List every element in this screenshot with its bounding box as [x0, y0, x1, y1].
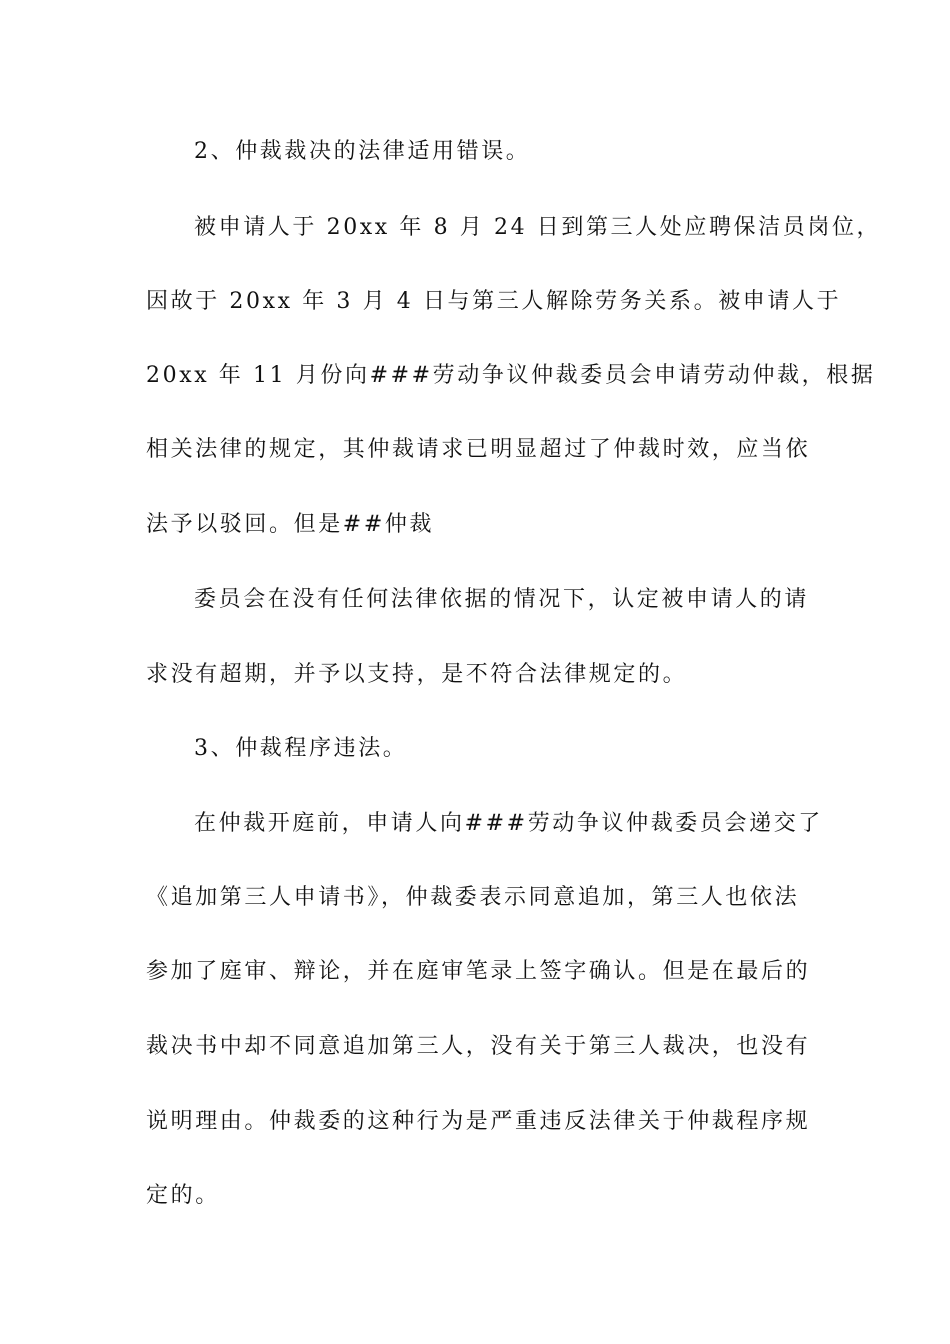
paragraph-line: 委员会在没有任何法律依据的情况下，认定被申请人的请 — [194, 587, 810, 612]
paragraph-line: 裁决书中却不同意追加第三人，没有关于第三人裁决，也没有 — [146, 1034, 811, 1059]
paragraph-line: 参加了庭审、辩论，并在庭审笔录上签字确认。但是在最后的 — [146, 959, 811, 984]
paragraph-line: 相关法律的规定，其仲裁请求已明显超过了仲裁时效，应当依 — [146, 437, 811, 462]
paragraph-line: 20xx 年 11 月份向###劳动争议仲裁委员会申请劳动仲裁，根据 — [146, 363, 876, 388]
paragraph-line: 《追加第三人申请书》，仲裁委表示同意追加，第三人也依法 — [146, 885, 800, 910]
paragraph-line: 在仲裁开庭前，申请人向###劳动争议仲裁委员会递交了 — [194, 811, 823, 836]
paragraph-line: 因故于 20xx 年 3 月 4 日与第三人解除劳务关系。被申请人于 — [146, 289, 842, 314]
paragraph-line: 被申请人于 20xx 年 8 月 24 日到第三人处应聘保洁员岗位， — [194, 215, 882, 240]
section-heading-3: 3、仲裁程序违法。 — [194, 736, 408, 761]
paragraph-line: 说明理由。仲裁委的这种行为是严重违反法律关于仲裁程序规 — [146, 1109, 811, 1134]
section-heading-2: 2、仲裁裁决的法律适用错误。 — [194, 139, 531, 164]
paragraph-line: 求没有超期，并予以支持，是不符合法律规定的。 — [146, 662, 688, 687]
paragraph-line: 定的。 — [146, 1183, 220, 1208]
paragraph-line: 法予以驳回。但是##仲裁 — [146, 512, 435, 537]
